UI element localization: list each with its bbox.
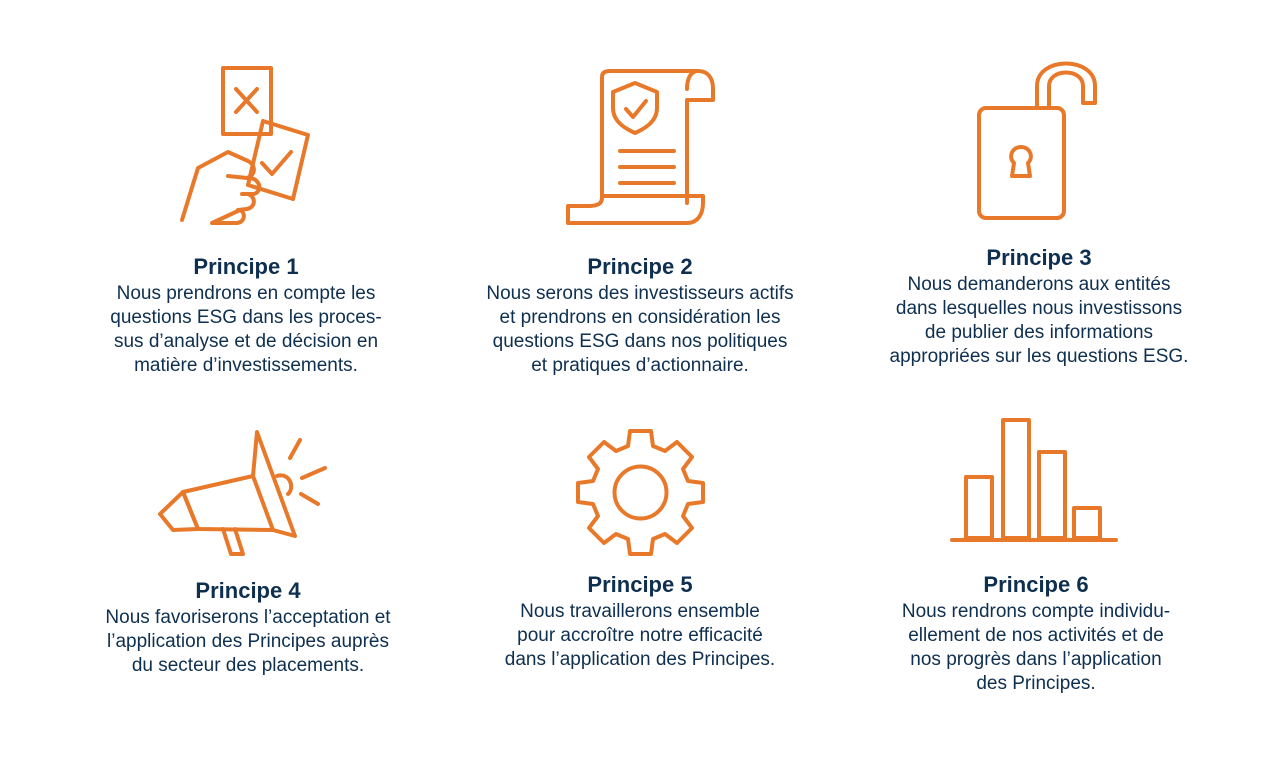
principle-title: Principe 3	[986, 245, 1092, 270]
principle-4	[58, 578, 438, 678]
principle-description: Nous serons des investisseurs actifs et prendrons en considération les questions ESG dans nos politiques et pratiques d’actionnaire.	[486, 283, 794, 376]
principle-title: Principe 6	[983, 572, 1089, 597]
principle-title: Principe 5	[587, 572, 693, 597]
principle-5	[450, 572, 830, 672]
principle-1	[56, 254, 436, 378]
megaphone-icon	[155, 428, 330, 558]
principle-6	[846, 572, 1226, 696]
principle-description: Nous favoriserons l’acceptation et l’application des Principes auprès du secteur des placements.	[105, 607, 391, 676]
principle-description: Nous prendrons en compte les questions ESG dans les proces- sus d’analyse et de décision en matière d’investissements.	[110, 283, 382, 376]
principle-title: Principe 1	[193, 254, 299, 279]
principle-title: Principe 4	[195, 578, 301, 603]
padlock-icon	[970, 58, 1105, 223]
principle-description: Nous demanderons aux entités dans lesquelles nous investissons de publier des informations appropriées sur les questions ESG.	[889, 274, 1189, 367]
principle-description: Nous rendrons compte individu- ellement de nos activités et de nos progrès dans l’application des Principes.	[901, 601, 1171, 694]
principle-2	[450, 254, 830, 378]
principle-title: Principe 2	[587, 254, 693, 279]
gear-icon	[573, 423, 708, 558]
principle-3	[849, 245, 1229, 369]
scroll-shield-icon	[560, 63, 720, 228]
hand-ballot-icon	[170, 60, 320, 230]
bar-chart-icon	[948, 415, 1120, 545]
principle-description: Nous travaillerons ensemble pour accroître notre efficacité dans l’application des Principes.	[504, 601, 776, 670]
